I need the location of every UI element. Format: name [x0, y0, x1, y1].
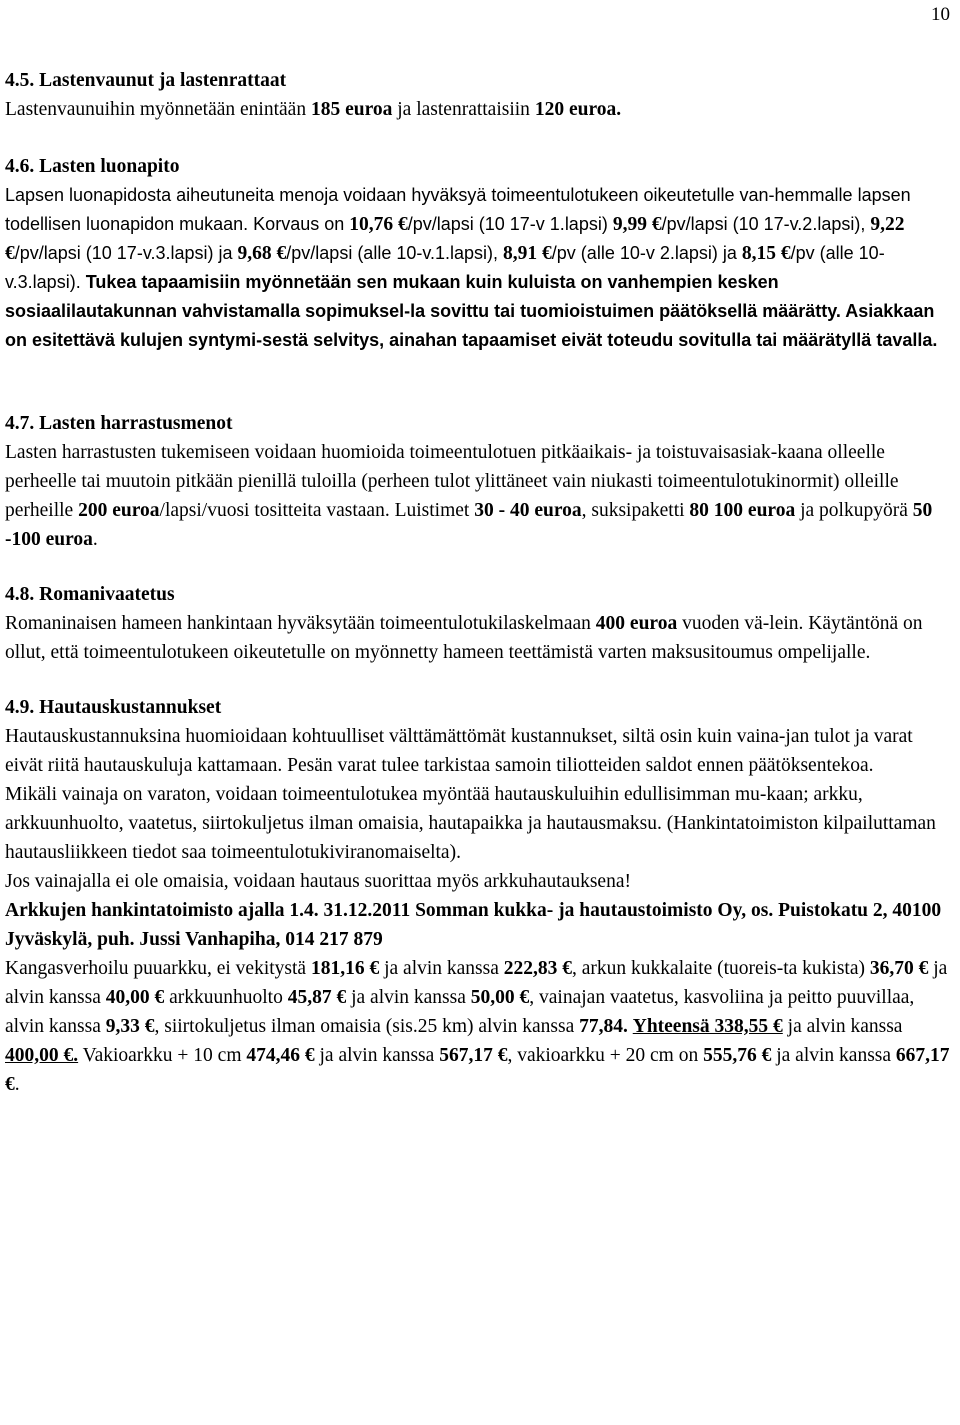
- text-run: /pv/lapsi (alle 10-v.1.lapsi),: [286, 243, 504, 263]
- text-run: 181,16 €: [310, 958, 380, 979]
- section-4-5-heading: 4.5. Lastenvaunut ja lastenrattaat: [5, 70, 287, 91]
- text-run: ja alvin kanssa: [379, 958, 504, 979]
- section-4-7-text: [5, 438, 950, 554]
- text-run: Yhteensä 338,55 €: [632, 1016, 783, 1037]
- text-run: ja alvin kanssa: [346, 987, 471, 1008]
- text-run: .: [14, 1074, 20, 1095]
- text-run: 9,22 €: [5, 214, 905, 264]
- text-run: Romaninaisen hameen hankintaan hyväksytään toimeentulotukilaskelmaan: [5, 613, 596, 634]
- text-run: 555,76 €: [703, 1045, 772, 1066]
- text-run: ja alvin kanssa: [782, 1016, 903, 1037]
- document-body: [5, 66, 950, 1099]
- text-run: vuoden vä-lein. Käytäntönä on ollut, että toimeentulotukeen oikeutetulle on myönnetty hameen teettämistä varten maksusitoumus ompelijalle.: [5, 613, 923, 663]
- text-run: 50 -100 euroa: [5, 500, 933, 550]
- text-run: 9,68 €: [237, 243, 287, 264]
- text-run: 667,17 €: [5, 1045, 950, 1095]
- text-run: /pv (alle 10-v.3.lapsi).: [5, 243, 885, 292]
- text-run: 45,87 €: [287, 987, 347, 1008]
- text-run: 30 - 40 euroa: [474, 500, 582, 521]
- text-run: ja alvin kanssa: [771, 1045, 896, 1066]
- text-run: ja alvin kanssa: [314, 1045, 440, 1066]
- text-run: 185 euroa: [310, 99, 393, 120]
- text-run: 40,00 €: [105, 987, 165, 1008]
- text-run: 77,84.: [579, 1016, 628, 1037]
- text-run: /pv/lapsi (10 17-v.2.lapsi),: [661, 214, 871, 234]
- text-run: 80 100 euroa: [689, 500, 796, 521]
- text-run: Tukea tapaamisiin myönnetään sen mukaan kuin kuluista on vanhempien kesken sosiaalilautakunnan vahvistamalla sopimuksel-la sovittu tai tuomioistuimen päätöksellä määrätty. Asiakkaan on esitettävä kulujen syntymi-sestä selvitys, ainahan tapaamiset eivät toteudu sovitulla tai määrätyllä tavalla.: [5, 272, 938, 350]
- text-run: 9,99 €: [612, 214, 662, 235]
- text-run: Kangasverhoilu puuarkku, ei vekitystä: [5, 958, 311, 979]
- text-run: , suksipaketti: [581, 500, 690, 521]
- coffin-procurement-paragraph: Arkkujen hankintatoimisto ajalla 1.4. 31.12.2011 Somman kukka- ja hautaustoimisto Oy, os. Puistokatu 2, 40100 Jyväskylä, puh. Jussi Vanhapiha, 014 217 879: [5, 900, 942, 950]
- text-run: 8,91 €: [503, 243, 552, 264]
- text-run: /pv/lapsi (10 17-v 1.lapsi): [407, 214, 613, 234]
- text-run: .: [92, 529, 98, 550]
- text-run: Lapsen luonapidosta aiheutuneita menoja voidaan hyväksyä toimeentulotukeen oikeutetulle van-hemmalle lapsen todellisen luonapidon mukaan. Korvaus on: [5, 185, 911, 234]
- text-run: 8,15 €: [741, 243, 791, 264]
- text-run: 9,33 €: [105, 1016, 155, 1037]
- text-run: 400 euroa: [595, 613, 678, 634]
- text-run: Lastenvaunuihin myönnetään enintään: [5, 99, 311, 120]
- section-4-8-text: [5, 609, 950, 667]
- funeral-costs-paragraph: Hautauskustannuksina huomioidaan kohtuulliset välttämättömät kustannukset, siltä osin kuin vaina-jan tulot ja varat eivät riitä hautauskuluja kattamaan. Pesän varat tulee tarkistaa samoin tiliotteiden saldot ennen päätöksentekoa.: [5, 726, 913, 776]
- text-run: /pv/lapsi (10 17-v.3.lapsi) ja: [14, 243, 238, 263]
- text-run: 400,00 €.: [5, 1045, 79, 1066]
- text-run: 474,46 €: [246, 1045, 315, 1066]
- text-run: Lasten harrastusten tukemiseen voidaan huomioida toimeentulotuen pitkäaikais- ja toistuvaisasiak-kaana olleelle perheelle tai muutoin pitkään pienillä tuloilla (perheen tulot ylittäneet vain niukasti toimeentulotukinormit) olleille perheille: [5, 442, 899, 521]
- text-run: , vakioarkku + 20 cm on: [507, 1045, 704, 1066]
- text-run: 222,83 €: [503, 958, 573, 979]
- text-run: , arkun kukkalaite (tuoreis-ta kukista): [572, 958, 870, 979]
- text-run: ja polkupyörä: [795, 500, 913, 521]
- text-run: 200 euroa: [78, 500, 160, 521]
- destitute-deceased-paragraph: Mikäli vainaja on varaton, voidaan toimeentulotukea myöntää hautauskuluihin edullisimman mu-kaan; arkku, arkkuunhuolto, vaatetus, siirtokuljetus ilman omaisia, hautapaikka ja hautausmaksu. (Hankintatoimiston kilpailuttaman hautausliikkeen tiedot saa toimeentulotukiviranomaiselta).: [5, 784, 936, 863]
- text-run: , vainajan vaatetus, kasvoliina ja peitto puuvillaa, alvin kanssa: [5, 987, 915, 1037]
- text-run: 120 euroa.: [534, 99, 622, 120]
- text-run: arkkuunhuolto: [164, 987, 288, 1008]
- text-run: , siirtokuljetus ilman omaisia (sis.25 km) alvin kanssa: [154, 1016, 580, 1037]
- no-relatives-paragraph: Jos vainajalla ei ole omaisia, voidaan hautaus suorittaa myös arkkuhautauksena!: [5, 871, 631, 892]
- text-run: ja alvin kanssa: [5, 958, 948, 1008]
- text-run: 36,70 €: [869, 958, 929, 979]
- section-4-9-heading: 4.9. Hautauskustannukset: [5, 697, 222, 718]
- text-run: Vakioarkku + 10 cm: [78, 1045, 247, 1066]
- text-run: /lapsi/vuosi tositteita vastaan. Luistimet: [159, 500, 475, 521]
- text-run: /pv (alle 10-v 2.lapsi) ja: [551, 243, 742, 263]
- section-4-5-text: [5, 95, 950, 124]
- section-4-8-heading: 4.8. Romanivaatetus: [5, 584, 175, 605]
- section-4-7-heading: 4.7. Lasten harrastusmenot: [5, 413, 233, 434]
- text-run: ja lastenrattaisiin: [392, 99, 535, 120]
- coffin-prices-paragraph: [5, 954, 950, 1099]
- text-run: 567,17 €: [439, 1045, 508, 1066]
- section-4-6-text: [5, 181, 950, 355]
- text-run: 50,00 €: [470, 987, 530, 1008]
- page-number: 10: [931, 4, 950, 25]
- text-run: 10,76 €: [349, 214, 408, 235]
- section-4-6-heading: 4.6. Lasten luonapito: [5, 156, 180, 177]
